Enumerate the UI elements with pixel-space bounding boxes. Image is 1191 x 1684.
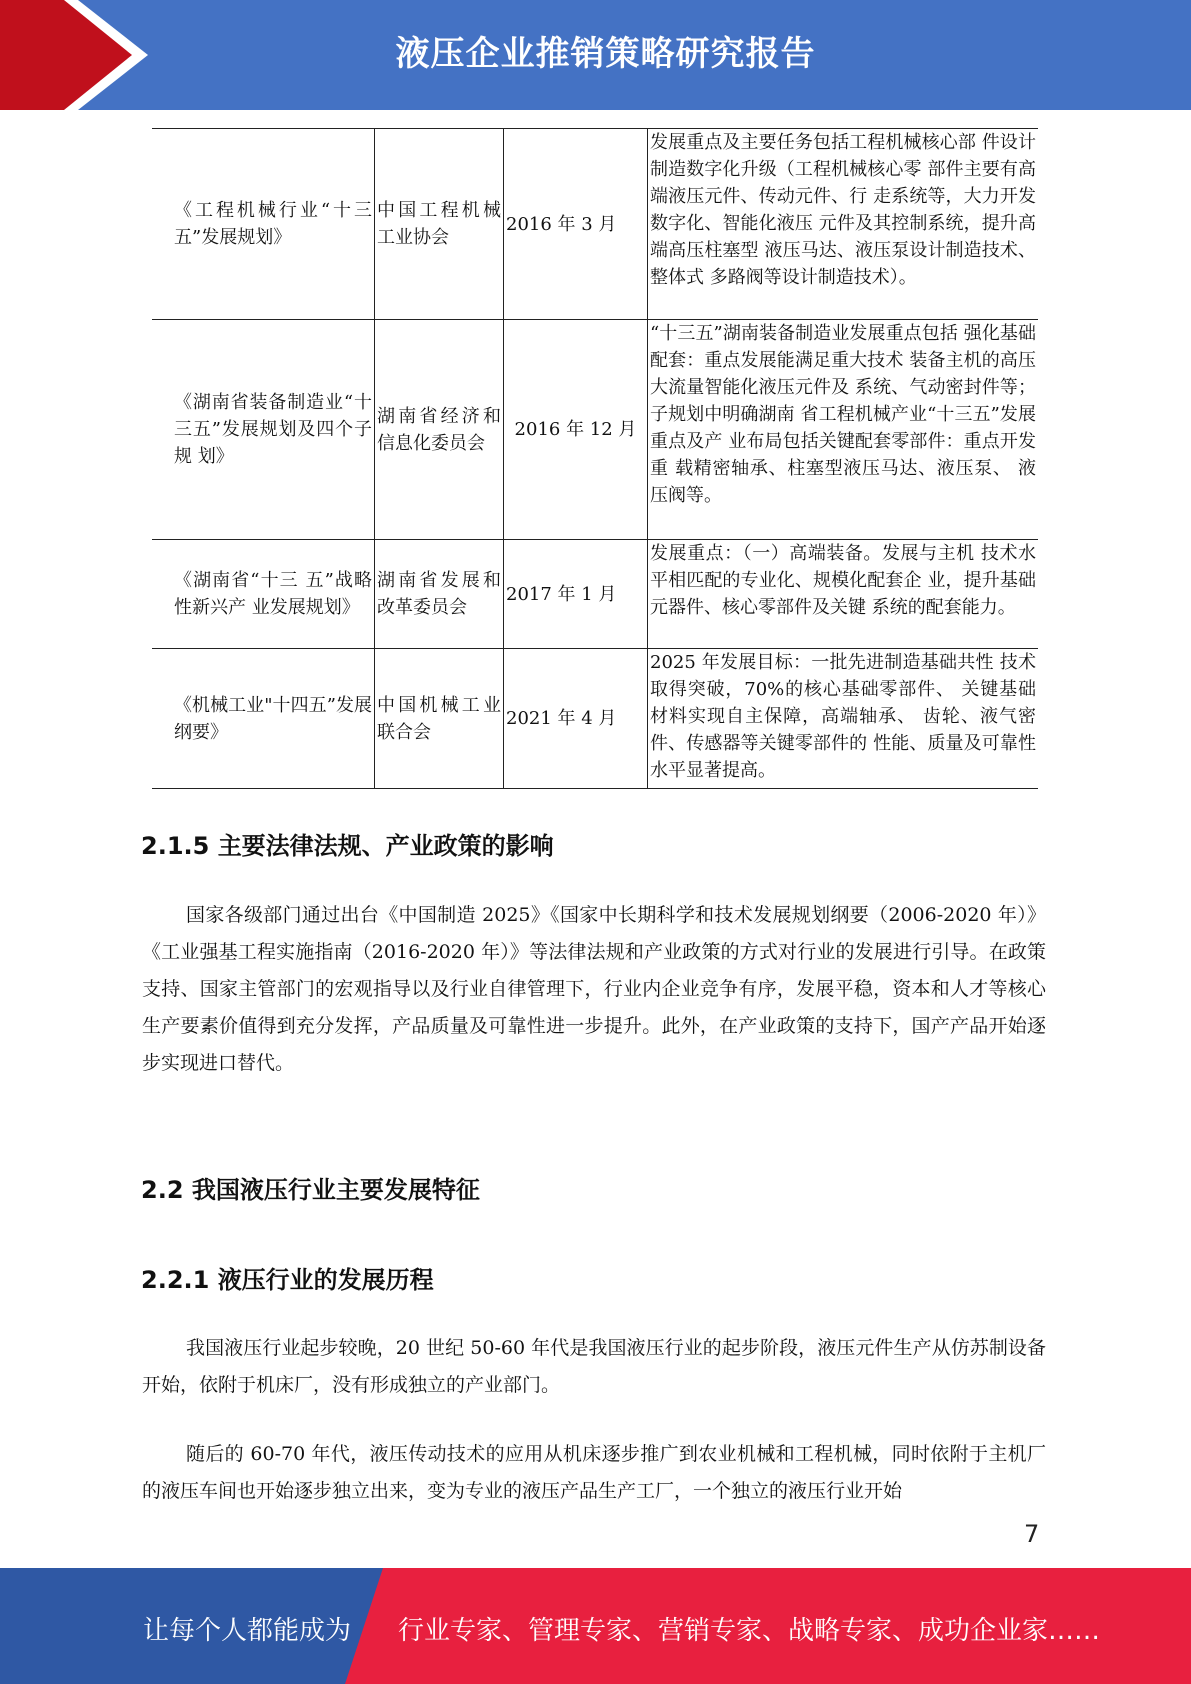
section-heading-2-2-1: 2.2.1 液压行业的发展历程 bbox=[141, 1266, 434, 1294]
policy-name-cell: 《机械工业"十四五”发展纲要》 bbox=[152, 649, 375, 789]
date-cell: 2016 年 3 月 bbox=[504, 129, 648, 320]
section-heading-2-2: 2.2 我国液压行业主要发展特征 bbox=[141, 1176, 480, 1204]
footer-slogan-right: 行业专家、管理专家、营销专家、战略专家、成功企业家…… bbox=[398, 1616, 1101, 1646]
issuer-cell: 湖南省经济和信息化委员会 bbox=[375, 320, 504, 540]
content-cell: “十三五”湖南装备制造业发展重点包括 强化基础配套：重点发展能满足重大技术 装备主机的高压大流量智能化液压元件及 系统、气动密封件等；子规划中明确湖南 省工程机械产业“十三五”发展重点及产 业布局包括关键配套零部件：重点开发重 载精密轴承、柱塞型液压马达、液压泵、 液压阀等。 bbox=[648, 320, 1039, 540]
date-cell: 2021 年 4 月 bbox=[504, 649, 648, 789]
report-title: 液压企业推销策略研究报告 bbox=[395, 34, 816, 74]
issuer-cell: 中国机械工业联合会 bbox=[375, 649, 504, 789]
issuer-cell: 湖南省发展和改革委员会 bbox=[375, 540, 504, 649]
page-number: 7 bbox=[1024, 1520, 1040, 1548]
table-row bbox=[152, 540, 1038, 649]
content-cell: 发展重点：（一）高端装备。发展与主机 技术水平相匹配的专业化、规模化配套企 业，提升基础元器件、核心零部件及关键 系统的配套能力。 bbox=[648, 540, 1039, 649]
content-cell: 2025 年发展目标：一批先进制造基础共性 技术取得突破，70%的核心基础零部件、 关键基础材料实现自主保障，高端轴承、 齿轮、液气密件、传感器等关键零部件的 性能、质量及可靠性水平显著提高。 bbox=[648, 649, 1039, 789]
section-paragraph: 国家各级部门通过出台《中国制造 2025》《国家中长期科学和技术发展规划纲要（2006-2020 年）》《工业强基工程实施指南（2016-2020 年）》等法律法规和产业政策的方式对行业的发展进行引导。在政策支持、国家主管部门的宏观指导以及行业自律管理下，行业内企业竞争有序，发展平稳，资本和人才等核心生产要素价值得到充分发挥，产品质量及可靠性进一步提升。此外，在产业政策的支持下，国产产品开始逐步实现进口替代。 bbox=[142, 904, 1046, 1074]
issuer-cell: 中国工程机械工业协会 bbox=[375, 129, 504, 320]
section-heading-2-1-5: 2.1.5 主要法律法规、产业政策的影响 bbox=[141, 832, 554, 860]
date-cell: 2016 年 12 月 bbox=[504, 320, 648, 540]
page-footer bbox=[0, 1568, 1191, 1684]
page-header bbox=[0, 0, 1191, 110]
section-paragraph: 随后的 60-70 年代，液压传动技术的应用从机床逐步推广到农业机械和工程机械，同时依附于主机厂的液压车间也开始逐步独立出来，变为专业的液压产品生产工厂，一个独立的液压行业开始 bbox=[142, 1443, 1046, 1502]
content-cell: 发展重点及主要任务包括工程机械核心部 件设计制造数字化升级（工程机械核心零 部件主要有高端液压元件、传动元件、行 走系统等，大力开发数字化、智能化液压 元件及其控制系统，提升高端高压柱塞型 液压马达、液压泵设计制造技术、整体式 多路阀等设计制造技术）。 bbox=[648, 129, 1039, 320]
table-row bbox=[152, 320, 1038, 540]
policy-name-cell: 《湖南省“十三 五”战略性新兴产 业发展规划》 bbox=[152, 540, 375, 649]
policy-table bbox=[152, 128, 1038, 789]
footer-slogan-left: 让每个人都能成为 bbox=[143, 1616, 352, 1646]
table-row bbox=[152, 129, 1038, 320]
table-row bbox=[152, 649, 1038, 789]
section-paragraph: 我国液压行业起步较晚，20 世纪 50-60 年代是我国液压行业的起步阶段，液压元件生产从仿苏制设备开始，依附于机床厂，没有形成独立的产业部门。 bbox=[142, 1337, 1046, 1396]
policy-name-cell: 《工程机械行业“十三五”发展规划》 bbox=[152, 129, 375, 320]
date-cell: 2017 年 1 月 bbox=[504, 540, 648, 649]
policy-name-cell: 《湖南省装备制造业“十三五”发展规划及四个子规 划》 bbox=[152, 320, 375, 540]
